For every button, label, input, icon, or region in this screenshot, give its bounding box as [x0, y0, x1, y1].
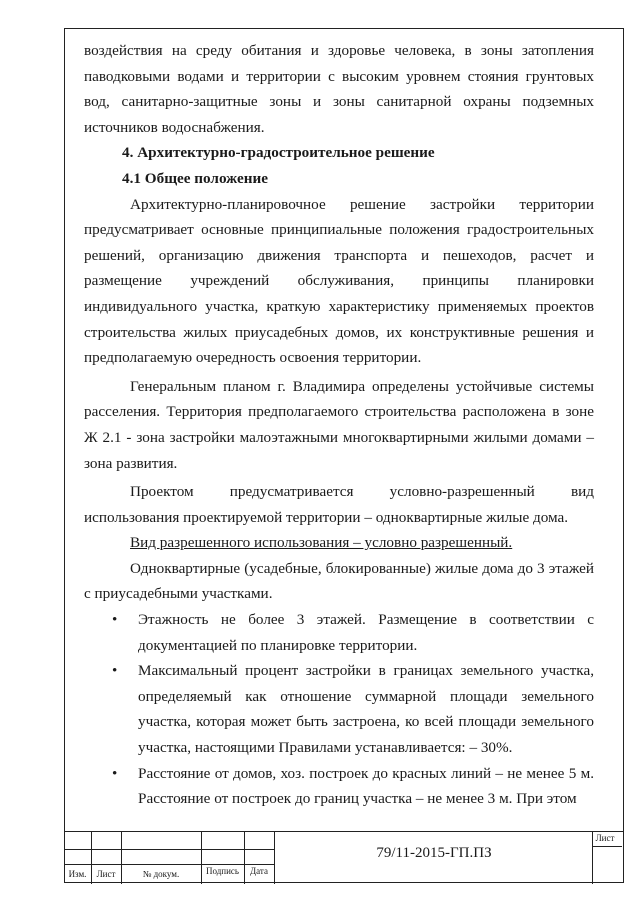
bullet-mark: •	[112, 662, 118, 680]
bullet-item	[84, 658, 594, 760]
paragraph-houses: Одноквартирные (усадебные, блокированные) жилые дома до 3 этажей с приусадебными участками.	[84, 559, 594, 603]
underlined-usage-type: Вид разрешенного использования – условно разрешенный.	[130, 534, 513, 552]
paragraph-project: Проектом предусматривается условно-разрешенный вид использования проектируемой территории – одноквартирные жилые дома.	[84, 483, 594, 526]
bullet-text: Расстояние от домов, хоз. построек до красных линий – не менее 5 м. Расстояние от построек до границ участка – не менее 3 м. При этом	[138, 764, 594, 808]
stamp-line	[244, 832, 245, 884]
stamp-label-list: Лист	[96, 869, 116, 879]
stamp-line	[201, 832, 202, 884]
paragraph-general-plan: Генеральным планом г. Владимира определены устойчивые системы расселения. Территория предполагаемого строительства расположена в зоне Ж 2.1 - зона застройки малоэтажными многоквартирными жилыми домами – зона развития.	[84, 377, 594, 472]
paragraph-architecture: Архитектурно-планировочное решение застройки территории предусматривает основные принципиальные положения градостроительных решений, организацию движения транспорта и пешеходов, расчет и размещение учреждений обслуживания, принципы планировки индивидуального участка, краткую характеристику применяемых проектов строительства жилых приусадебных домов, их конструктивные решения и предполагаемую очередность освоения территории.	[84, 195, 594, 367]
bullet-text: Максимальный процент застройки в границах земельного участка, определяемый как отношение суммарной площади земельного участка, которая может быть застроена, ко всей площади земельного участка, настоящими Правилами устанавливается: – 30%.	[138, 662, 594, 757]
stamp-label-date: Дата	[250, 866, 268, 876]
subsection-heading: 4.1 Общее положение	[122, 169, 268, 187]
stamp-line	[592, 846, 622, 847]
document-code: 79/11-2015-ГП.ПЗ	[376, 845, 492, 861]
stamp-label-doc: № докум.	[142, 869, 180, 879]
stamp-label-sign: Подпись	[205, 866, 240, 876]
stamp-line	[64, 864, 274, 865]
bullet-mark: •	[112, 764, 118, 782]
document-body	[84, 38, 594, 812]
stamp-label-izm: Изм.	[68, 869, 87, 879]
title-block	[64, 831, 624, 883]
stamp-line	[64, 849, 274, 850]
bullet-item	[84, 761, 594, 812]
paragraph-intro: воздействия на среду обитания и здоровье человека, в зоны затопления паводковыми водами и территории с высоким уровнем стояния грунтовых вод, санитарно-защитные зоны и зоны санитарной охраны подземных источников водоснабжения.	[84, 42, 594, 136]
bullet-mark: •	[112, 611, 118, 629]
bullet-text: Этажность не более 3 этажей. Размещение в соответствии с документацией по планировке территории.	[138, 611, 594, 654]
bullet-item	[84, 607, 594, 658]
sheet-label: Лист	[595, 833, 615, 843]
section-heading: 4. Архитектурно-градостроительное решение	[122, 144, 435, 162]
paragraph-usage-type	[84, 530, 594, 556]
